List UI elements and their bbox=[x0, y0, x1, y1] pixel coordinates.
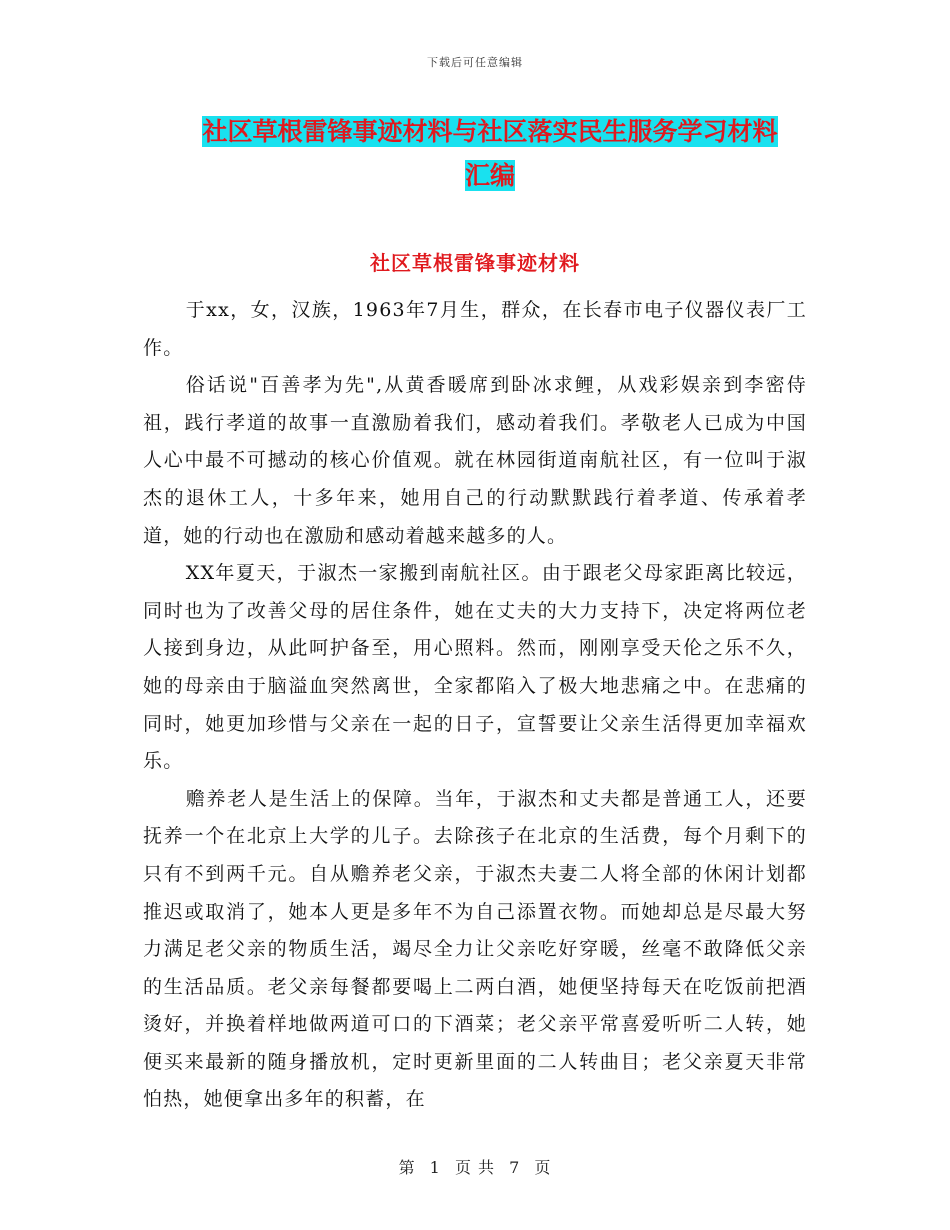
document-title bbox=[150, 110, 830, 198]
section-heading: 社区草根雷锋事迹材料 bbox=[370, 251, 580, 275]
paragraph: 俗话说"百善孝为先",从黄香暖席到卧冰求鲤，从戏彩娱亲到李密侍祖，践行孝道的故事一直激励着我们，感动着我们。孝敬老人已成为中国人心中最不可撼动的核心价值观。就在林园街道南航社区，有一位叫于淑杰的退休工人，十多年来，她用自己的行动默默践行着孝道、传承着孝道，她的行动也在激励和感动着越来越多的人。 bbox=[143, 374, 807, 547]
page-label-prefix: 第 bbox=[398, 1158, 416, 1177]
header-note: 下载后可任意编辑 bbox=[427, 56, 523, 69]
body-text bbox=[143, 292, 807, 1119]
page-footer bbox=[0, 1155, 950, 1178]
paragraph: 于xx，女，汉族，1963年7月生，群众，在长春市电子仪器仪表厂工作。 bbox=[143, 299, 807, 359]
document-title-line2: 汇编 bbox=[464, 161, 515, 190]
paragraph: XX年夏天，于淑杰一家搬到南航社区。由于跟老父母家距离比较远，同时也为了改善父母的居住条件，她在丈夫的大力支持下，决定将两位老人接到身边，从此呵护备至，用心照料。然而，刚刚享受天伦之乐不久，她的母亲由于脑溢血突然离世，全家都陷入了极大地悲痛之中。在悲痛的同时，她更加珍惜与父亲在一起的日子，宣誓要让父亲生活得更加幸福欢乐。 bbox=[143, 562, 807, 773]
page-label-suffix: 页 bbox=[534, 1158, 552, 1177]
paragraph: 赡养老人是生活上的保障。当年，于淑杰和丈夫都是普通工人，还要抚养一个在北京上大学的儿子。去除孩子在北京的生活费，每个月剩下的只有不到两千元。自从赡养老父亲，于淑杰夫妻二人将全部的休闲计划都推迟或取消了，她本人更是多年不为自己添置衣物。而她却总是尽最大努力满足老父亲的物质生活，竭尽全力让父亲吃好穿暖，丝毫不敢降低父亲的生活品质。老父亲每餐都要喝上二两白酒，她便坚持每天在吃饭前把酒烫好，并换着样地做两道可口的下酒菜；老父亲平常喜爱听听二人转，她便买来最新的随身播放机，定时更新里面的二人转曲目；老父亲夏天非常怕热，她便拿出多年的积蓄，在 bbox=[143, 787, 807, 1111]
page-label-middle: 页 共 bbox=[454, 1158, 496, 1177]
document-title-line1: 社区草根雷锋事迹材料与社区落实民生服务学习材料 bbox=[202, 117, 778, 146]
page-number: 1 bbox=[429, 1158, 441, 1177]
page-total: 7 bbox=[509, 1158, 521, 1177]
